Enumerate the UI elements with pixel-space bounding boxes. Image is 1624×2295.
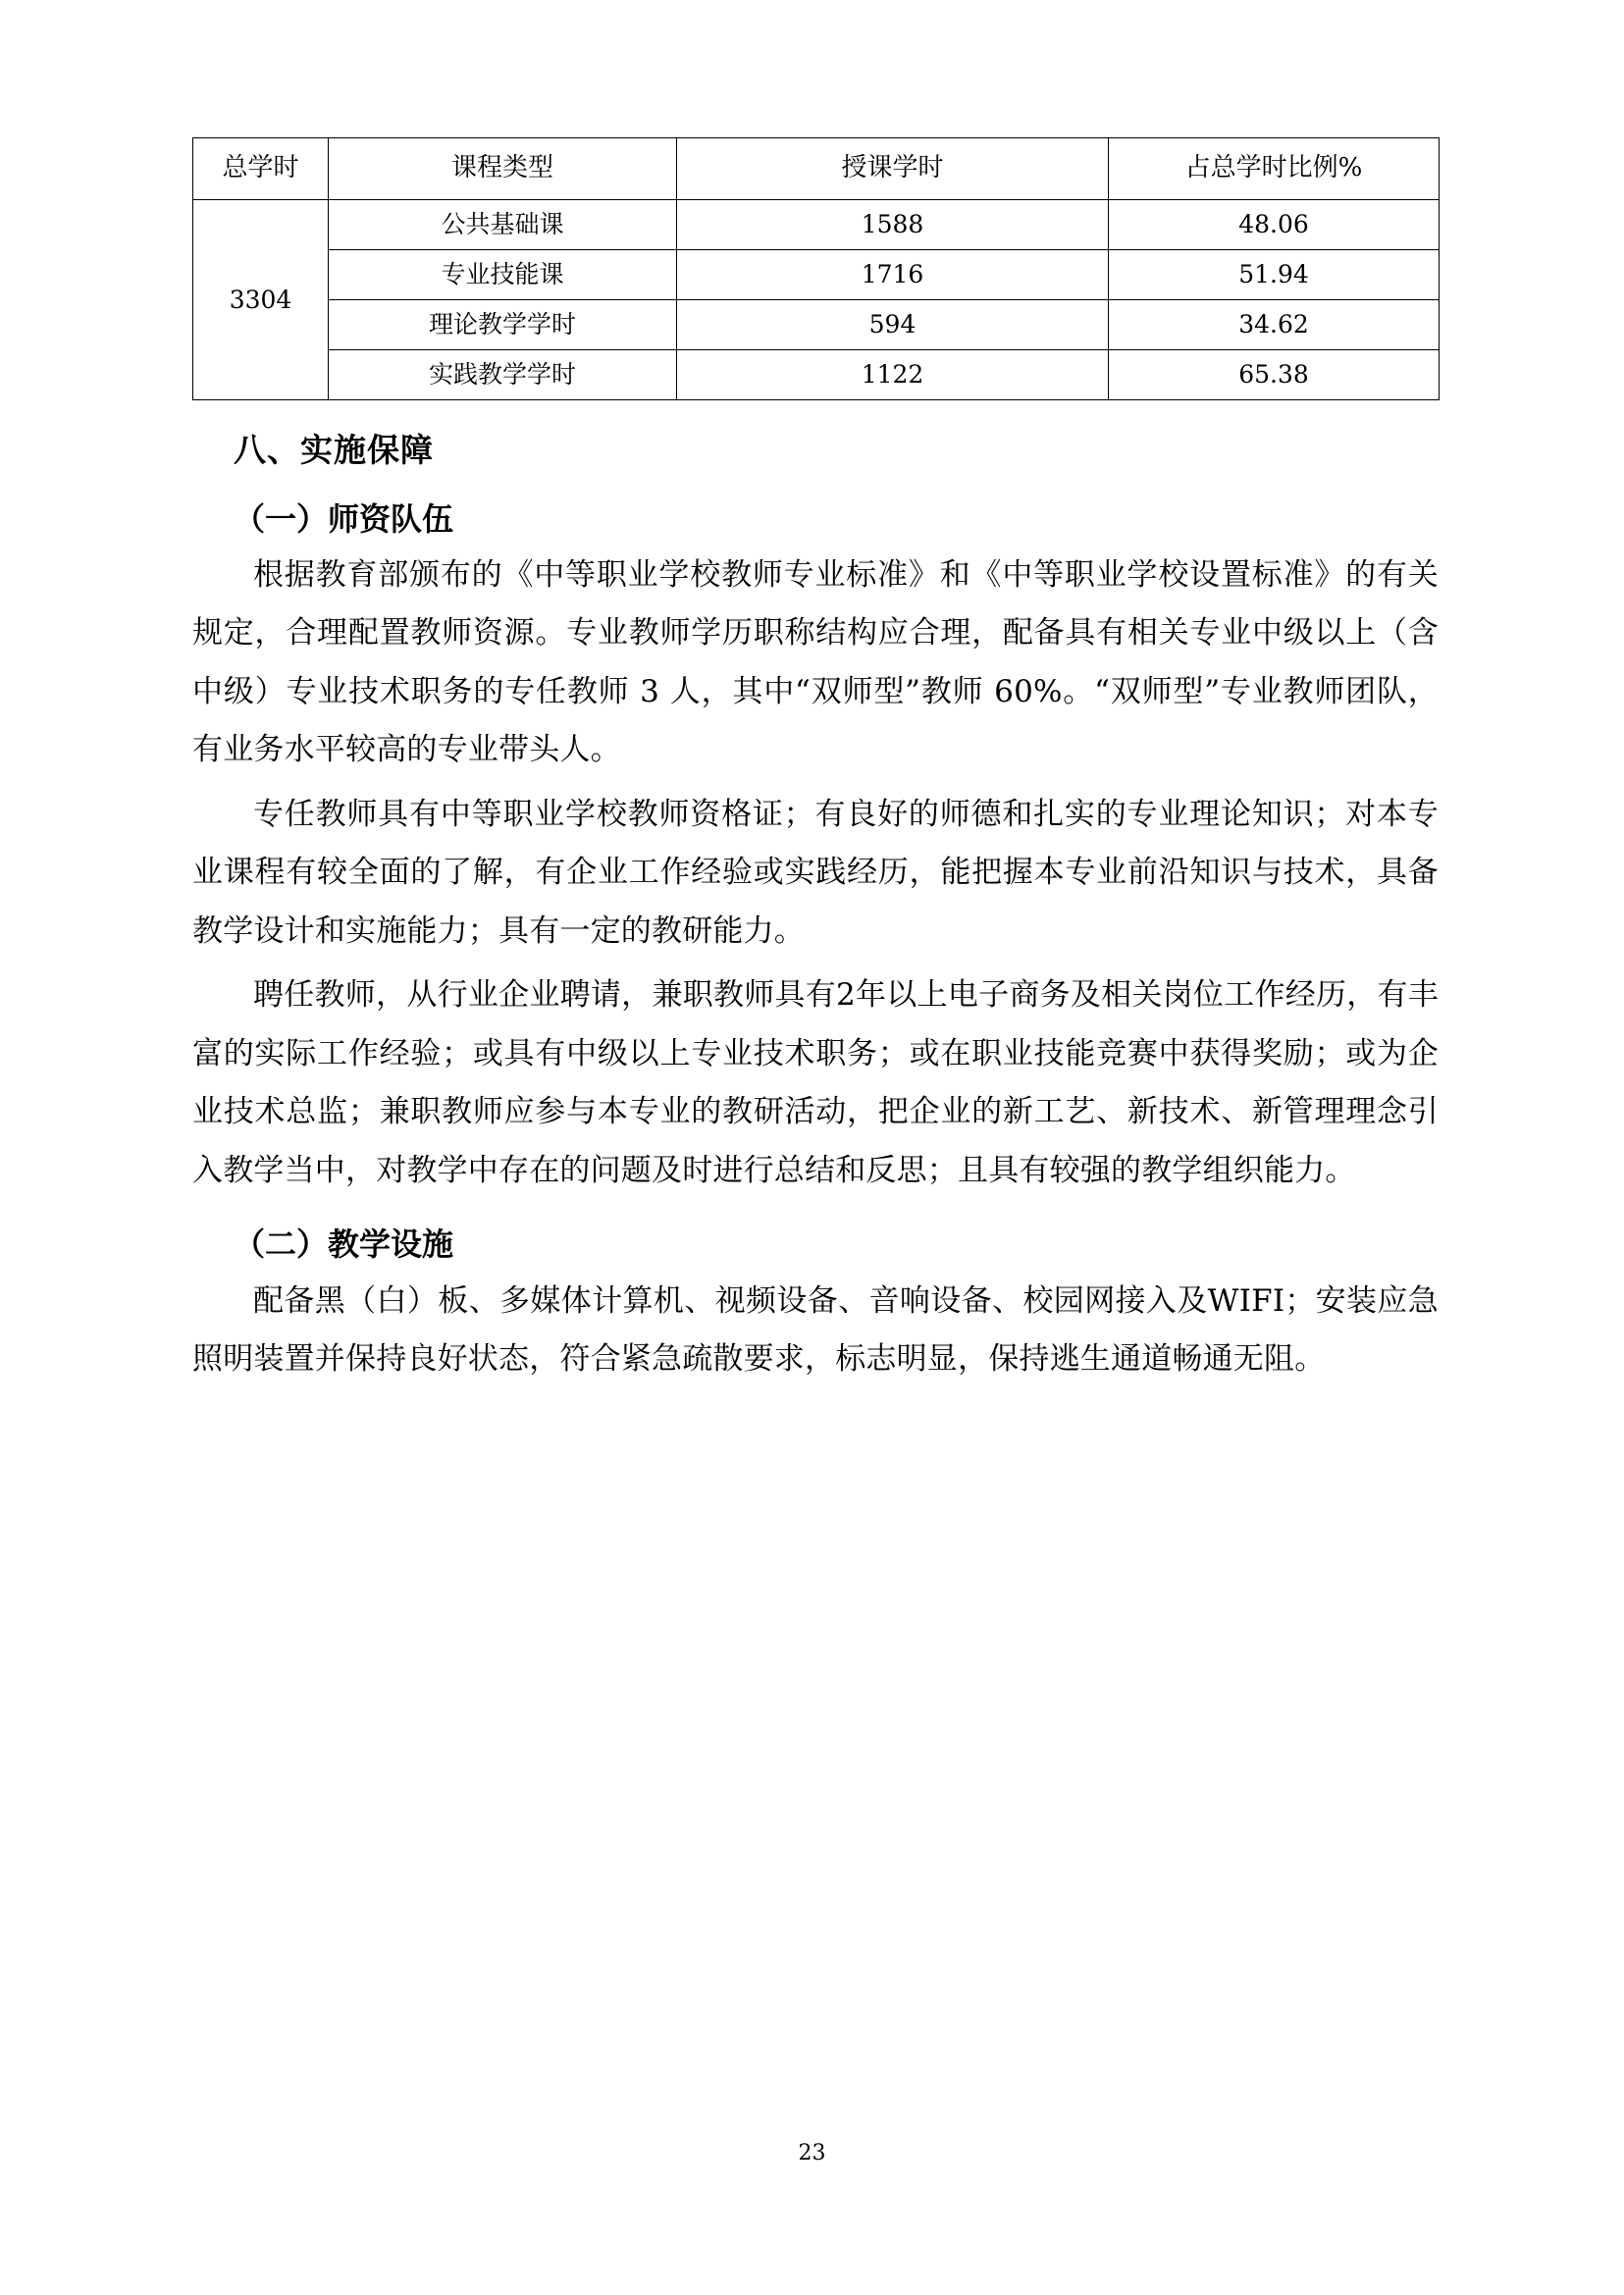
table-row — [193, 250, 1440, 300]
cell-percent: 48.06 — [1109, 200, 1440, 250]
cell-total-hours: 3304 — [193, 200, 329, 400]
cell-percent: 65.38 — [1109, 350, 1440, 400]
table-row — [193, 350, 1440, 400]
cell-course-type: 理论教学学时 — [329, 300, 677, 350]
header-percent: 占总学时比例% — [1109, 138, 1440, 200]
cell-hours: 1588 — [677, 200, 1109, 250]
page-number: 23 — [798, 2141, 826, 2165]
page-content — [192, 137, 1439, 1389]
subsection-heading-teaching-staff: （一）师资队伍 — [234, 499, 454, 538]
cell-percent: 34.62 — [1109, 300, 1440, 350]
cell-course-type: 实践教学学时 — [329, 350, 677, 400]
table-header-row — [193, 138, 1440, 200]
cell-hours: 1122 — [677, 350, 1109, 400]
header-course-type: 课程类型 — [329, 138, 677, 200]
paragraph-staff-2: 专任教师具有中等职业学校教师资格证；有良好的师德和扎实的专业理论知识；对本专业课程有较全面的了解，有企业工作经验或实践经历，能把握本专业前沿知识与技术，具备教学设计和实施能力；具有一定的教研能力。 — [192, 796, 1439, 949]
header-teaching-hours: 授课学时 — [677, 138, 1109, 200]
cell-hours: 1716 — [677, 250, 1109, 300]
cell-percent: 51.94 — [1109, 250, 1440, 300]
paragraph-staff-3: 聘任教师，从行业企业聘请，兼职教师具有2年以上电子商务及相关岗位工作经历，有丰富的实际工作经验；或具有中级以上专业技术职务；或在职业技能竞赛中获得奖励；或为企业技术总监；兼职教师应参与本专业的教研活动，把企业的新工艺、新技术、新管理理念引入教学当中，对教学中存在的问题及时进行总结和反思；且具有较强的教学组织能力。 — [192, 977, 1439, 1188]
cell-course-type: 专业技能课 — [329, 250, 677, 300]
header-total-hours: 总学时 — [193, 138, 329, 200]
table-row — [193, 200, 1440, 250]
subsection-heading-teaching-facilities: （二）教学设施 — [234, 1226, 454, 1264]
table-row — [193, 300, 1440, 350]
cell-course-type: 公共基础课 — [329, 200, 677, 250]
cell-hours: 594 — [677, 300, 1109, 350]
course-hours-table — [192, 137, 1440, 400]
paragraph-staff-1: 根据教育部颁布的《中等职业学校教师专业标准》和《中等职业学校设置标准》的有关规定，合理配置教师资源。专业教师学历职称结构应合理，配备具有相关专业中级以上（含中级）专业技术职务的专任教师 3 人，其中“双师型”教师 60%。“双师型”专业教师团队，有业务水平较高的专业带头人。 — [192, 556, 1439, 768]
paragraph-facilities-1: 配备黑（白）板、多媒体计算机、视频设备、音响设备、校园网接入及WIFI；安装应急照明装置并保持良好状态，符合紧急疏散要求，标志明显，保持逃生通道畅通无阻。 — [192, 1282, 1439, 1378]
section-heading: 八、实施保障 — [234, 431, 434, 469]
